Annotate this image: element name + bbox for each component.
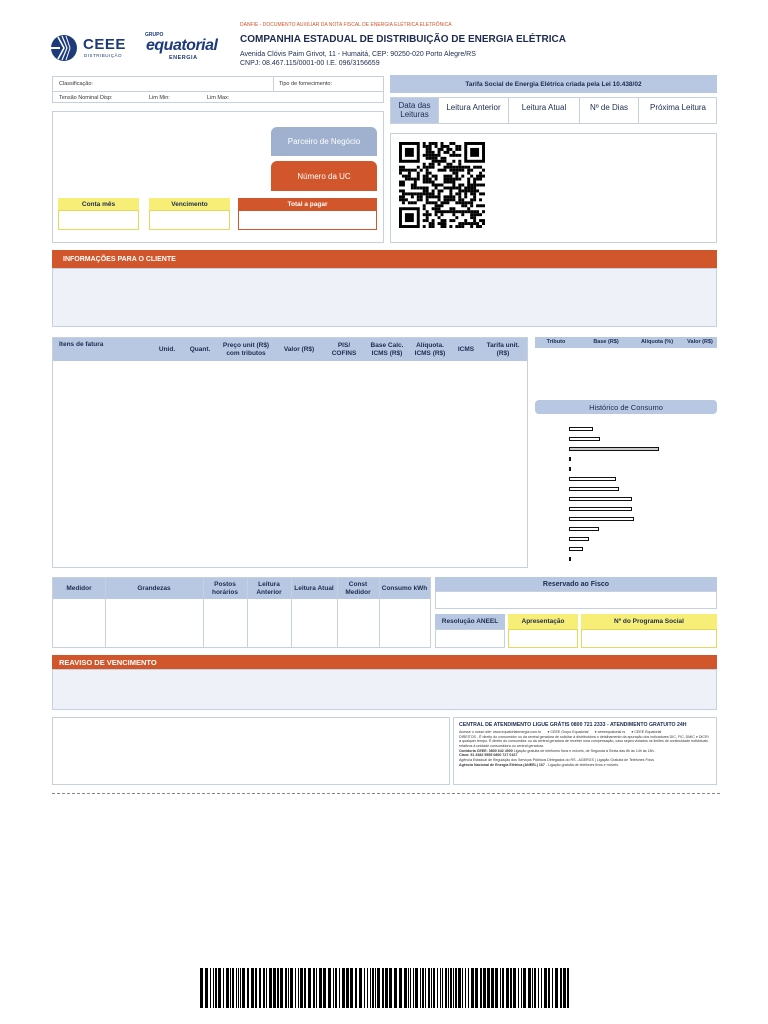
col-unid: Unid. bbox=[158, 345, 176, 353]
ouvidoria-text: Ligação gratuita de telefones fixos e móveis, de Segunda à Sexta das 8h às 14h às 18h. bbox=[513, 748, 655, 753]
reservado-fisco-header: Reservado ao Fisco bbox=[435, 577, 717, 591]
aneel-label: Agência Nacional de Energia Elétrica (ANEEL) 167 bbox=[459, 762, 545, 767]
ceee-wordmark: CEEE bbox=[83, 36, 126, 53]
vencimento-value bbox=[149, 210, 230, 230]
company-address: Avenida Clóvis Paim Grivot, 11 - Humaitá, CEP: 90250-020 Porto Alegre/RS bbox=[240, 51, 476, 58]
reaviso-body bbox=[52, 669, 717, 710]
qr-code-icon bbox=[397, 142, 487, 228]
col-base: Base (R$) bbox=[593, 339, 619, 346]
col-tarifa-unit: Tarifa unit. (R$) bbox=[486, 342, 520, 357]
apresentacao-value bbox=[508, 629, 578, 648]
conta-mes-label: Conta mês bbox=[58, 198, 139, 210]
numero-uc-label: Número da UC bbox=[271, 161, 377, 191]
tensao-label: Tensão Nominal Disp: bbox=[59, 95, 113, 101]
total-pagar-label: Total a pagar bbox=[238, 198, 377, 210]
historico-bar bbox=[569, 537, 589, 541]
historico-bar bbox=[569, 487, 619, 491]
company-cnpj: CNPJ: 08.467.115/0001-00 I.E. 096/3156659 bbox=[240, 60, 380, 67]
historico-bar bbox=[569, 497, 632, 501]
col-itens: Itens de fatura bbox=[59, 340, 104, 348]
apresentacao-label: Apresentação bbox=[508, 614, 578, 629]
col-icms: ICMS bbox=[457, 345, 475, 353]
n-dias-label: Nº de Dias bbox=[589, 102, 629, 112]
col-pis-cofins: PIS/ COFINS bbox=[331, 342, 357, 357]
historico-bar bbox=[569, 507, 632, 511]
info-cliente-header: INFORMAÇÕES PARA O CLIENTE bbox=[52, 250, 717, 268]
historico-bar bbox=[569, 517, 634, 521]
document-caption: DANFIE - DOCUMENTO AUXILIAR DA NOTA FISCAL DE ENERGIA ELÉTRICA ELETRÔNICA bbox=[240, 22, 452, 28]
readings-row bbox=[390, 97, 717, 124]
total-pagar-value bbox=[238, 210, 377, 230]
ceee-emblem-icon bbox=[50, 33, 80, 63]
historico-bar bbox=[569, 427, 593, 431]
col-aliquota: Alíquota. ICMS (R$) bbox=[414, 342, 446, 357]
programa-social-label: Nº do Programa Social bbox=[581, 614, 717, 629]
equatorial-wordmark: equatorial bbox=[146, 37, 218, 54]
youtube-link[interactable]: ● CEEE Equatorial bbox=[631, 730, 662, 734]
col-quant: Quant. bbox=[189, 345, 211, 353]
reaviso-header: REAVISO DE VENCIMENTO bbox=[52, 655, 717, 669]
central-title: CENTRAL DE ATENDIMENTO LIGUE GRÁTIS 0800 721 2333 - ATENDIMENTO GRATUITO 24H bbox=[459, 722, 687, 728]
historico-bar bbox=[569, 527, 599, 531]
medidor-table bbox=[52, 577, 431, 648]
cut-line bbox=[52, 793, 720, 794]
conta-mes-value bbox=[58, 210, 139, 230]
historico-bar bbox=[569, 437, 600, 441]
equatorial-logo bbox=[141, 32, 231, 64]
ceee-sub: DISTRIBUIÇÃO bbox=[84, 53, 123, 58]
parceiro-negocio-label: Parceiro de Negócio bbox=[271, 127, 377, 156]
equatorial-grupo: GRUPO bbox=[145, 32, 164, 38]
data-leituras-label: Data das Leituras bbox=[391, 98, 438, 123]
medidor-header bbox=[53, 578, 430, 599]
col-medidor: Medidor bbox=[66, 584, 92, 592]
col-preco-unit: Preço unit (R$) com tributos bbox=[222, 342, 270, 357]
equatorial-energia: ENERGIA bbox=[169, 55, 198, 61]
instagram-link[interactable]: ● ceeeequatorial.rs bbox=[594, 730, 626, 734]
aneel-text: - Ligação gratuita de telefones fixos e móveis. bbox=[545, 762, 620, 767]
tipo-fornecimento-label: Tipo de fornecimento: bbox=[279, 81, 332, 87]
historico-bar bbox=[569, 467, 571, 471]
resolucao-aneel-value bbox=[435, 629, 505, 648]
col-const-medidor: Const Medidor bbox=[345, 581, 371, 596]
leitura-anterior-label: Leitura Anterior bbox=[446, 102, 501, 112]
classification-box bbox=[52, 76, 384, 103]
qr-box bbox=[390, 133, 717, 243]
facebook-link[interactable]: ● CEEE Grupo Equatorial bbox=[547, 730, 589, 734]
historico-bar bbox=[569, 457, 571, 461]
claro-text: Claro: 51 3382 5555 0800 727 0167 bbox=[459, 753, 518, 758]
vencimento-label: Vencimento bbox=[149, 198, 230, 210]
lim-min-label: Lim Min: bbox=[149, 95, 170, 101]
historico-bar bbox=[569, 557, 571, 561]
mensagem-box bbox=[52, 717, 450, 785]
tarifa-social-header: Tarifa Social de Energia Elétrica criada pela Lei 10.438/02 bbox=[390, 75, 717, 93]
col-tributo: Tributo bbox=[546, 339, 566, 346]
col-grandezas: Grandezas bbox=[137, 584, 171, 592]
col-leitura-atual: Leitura Atual bbox=[294, 584, 334, 592]
ouvidoria-label: Ouvidoria CEEE: 0800 642 4900 bbox=[459, 748, 513, 753]
col-consumo: Consumo kWh bbox=[381, 584, 428, 592]
programa-social-value bbox=[581, 629, 717, 648]
historico-bar bbox=[569, 547, 583, 551]
col-base-calc: Base Calc. ICMS (R$) bbox=[370, 342, 404, 357]
reservado-fisco-body bbox=[435, 591, 717, 609]
items-table-header bbox=[53, 338, 527, 361]
historico-bar bbox=[569, 447, 659, 451]
proxima-leitura-label: Próxima Leitura bbox=[649, 102, 707, 112]
barcode-icon bbox=[200, 968, 573, 1008]
resolucao-aneel-label: Resolução ANEEL bbox=[435, 614, 505, 629]
leitura-atual-label: Leitura Atual bbox=[521, 102, 567, 112]
ceee-logo bbox=[50, 33, 130, 63]
col-postos: Postos horários bbox=[211, 581, 238, 596]
historico-bar bbox=[569, 477, 616, 481]
items-table bbox=[52, 337, 528, 568]
classificacao-label: Classificação: bbox=[59, 81, 93, 87]
col-aliquota-pct: Alíquota (%) bbox=[640, 339, 674, 346]
col-leitura-anterior: Leitura Anterior bbox=[256, 581, 282, 596]
info-cliente-body bbox=[52, 268, 717, 327]
col-valor-trib: Valor (R$) bbox=[687, 339, 713, 346]
agergs-text: Agência Estadual de Regulação dos Serviços Públicos Delegados do RS - AGERGS | Ligação Gratuita de Telefones Fixos bbox=[459, 758, 655, 763]
historico-header: Histórico de Consumo bbox=[535, 400, 717, 414]
site-line: Acesse o nosso site: www.equatorialenergia.com.br bbox=[459, 730, 542, 734]
direitos-text: DIREITOS - É direito do consumidor ou da central geradora de solicitar à distribuidora o detalhamento da apuração dos indicadores DIC, FIC, DMIC e DICRI a qualquer tempo. É direito do consumidor ou da central geradora de receber uma compensação, caso sejam violados os limites de continuidade individuais relativos à unidade consumidora ou central geradora. bbox=[459, 734, 709, 749]
historico-chart bbox=[535, 420, 717, 562]
company-name: COMPANHIA ESTADUAL DE DISTRIBUIÇÃO DE ENERGIA ELÉTRICA bbox=[240, 34, 566, 45]
summary-box bbox=[52, 111, 384, 243]
central-atendimento-box bbox=[453, 717, 717, 785]
tributos-header bbox=[535, 337, 717, 348]
col-valor: Valor (R$) bbox=[283, 345, 315, 353]
lim-max-label: Lim Max: bbox=[207, 95, 230, 101]
